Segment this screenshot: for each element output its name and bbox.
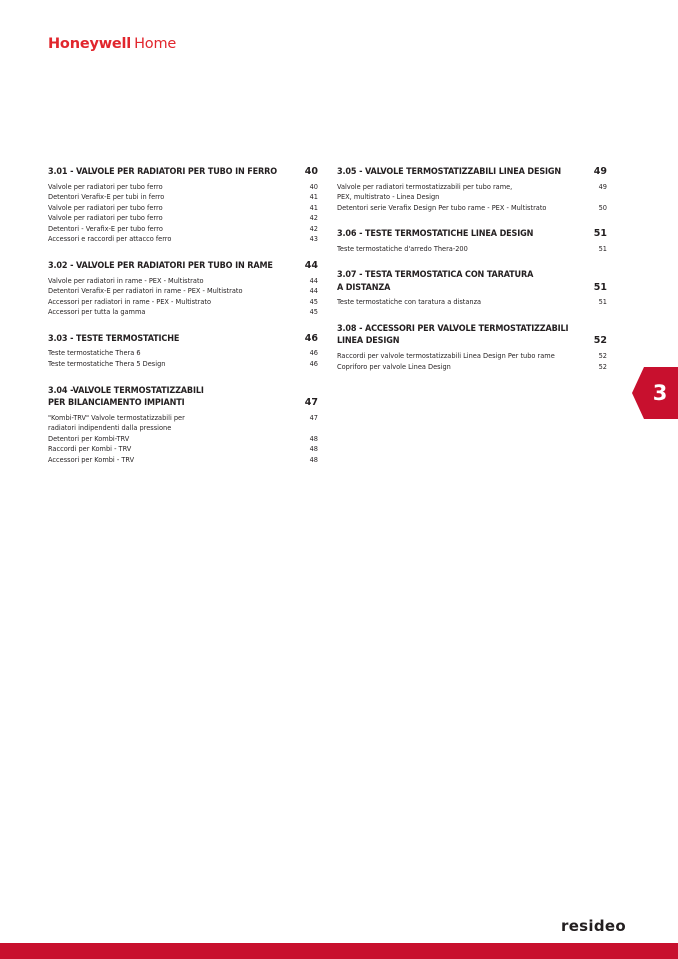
chapter-tab[interactable] (632, 367, 678, 419)
toc-entry[interactable] (48, 213, 318, 224)
footer-bar (0, 943, 678, 959)
entry-label: Valvole per radiatori per tubo ferro (48, 203, 163, 212)
toc-section (337, 228, 607, 254)
toc-entry[interactable] (337, 351, 607, 362)
toc-entry[interactable] (337, 362, 607, 373)
section-entries (48, 182, 318, 246)
entry-page-number: 45 (309, 308, 318, 317)
section-title: 3.02 - VALVOLE PER RADIATORI PER TUBO IN RAME (48, 260, 273, 272)
section-entries (337, 182, 607, 214)
section-heading[interactable] (48, 166, 318, 179)
chapter-number: 3 (652, 381, 668, 405)
section-title: 3.05 - VALVOLE TERMOSTATIZZABILI LINEA DESIGN (337, 166, 562, 177)
section-page-number: 51 (593, 281, 607, 293)
section-title: 3.07 - TESTA TERMOSTATICA CON TARATURA A DISTANZA (337, 269, 534, 293)
entry-page-number: 49 (598, 182, 607, 191)
section-page-number: 44 (304, 260, 318, 272)
entry-label: Valvole per radiatori per tubo ferro (48, 182, 163, 191)
entry-label: Raccordi per Kombi - TRV (48, 445, 132, 454)
toc-entry[interactable] (48, 224, 318, 235)
resideo-logo: resideo (561, 917, 626, 935)
section-heading[interactable] (48, 260, 318, 273)
toc-entry[interactable] (48, 182, 318, 193)
entry-page-number: 48 (309, 456, 318, 464)
entry-page-number: 41 (309, 203, 318, 212)
toc-entry[interactable] (48, 297, 318, 308)
toc-entry[interactable] (337, 244, 607, 255)
section-entries (48, 413, 318, 466)
section-entries (337, 297, 607, 308)
section-title: 3.06 - TESTE TERMOSTATICHE LINEA DESIGN (337, 228, 534, 240)
entry-page-number: 50 (598, 203, 607, 212)
toc-entry[interactable] (337, 182, 607, 203)
entry-label: Detentori - Verafix-E per tubo ferro (48, 224, 163, 233)
section-entries (48, 348, 318, 369)
toc-entry[interactable] (337, 297, 607, 308)
entry-label: Detentori Verafix-E per tubi in ferro (48, 193, 165, 202)
section-title: 3.04 -VALVOLE TERMOSTATIZZABILI PER BILANCIAMENTO IMPIANTI (48, 384, 204, 409)
section-page-number: 49 (593, 166, 607, 177)
section-heading[interactable] (48, 333, 318, 346)
toc-entry[interactable] (48, 192, 318, 203)
section-heading[interactable] (337, 269, 607, 294)
section-entries (337, 244, 607, 255)
toc-column-right (337, 166, 607, 387)
toc-entry[interactable] (48, 203, 318, 214)
entry-page-number: 46 (309, 360, 318, 369)
entry-label: Accessori per Kombi - TRV (48, 456, 135, 464)
entry-page-number: 47 (309, 413, 318, 422)
toc-column-left (48, 166, 318, 481)
entry-page-number: 42 (309, 224, 318, 233)
entry-label: Detentori per Kombi-TRV (48, 434, 130, 443)
toc-entry[interactable] (48, 455, 318, 466)
entry-label: Valvole per radiatori in rame - PEX - Multistrato (48, 276, 204, 285)
entry-page-number: 41 (309, 193, 318, 202)
section-entries (337, 351, 607, 372)
entry-page-number: 42 (309, 214, 318, 223)
toc-section (48, 333, 318, 370)
section-heading[interactable] (337, 323, 607, 348)
entry-label: Detentori serie Verafix Design Per tubo rame - PEX - Multistrato (337, 203, 547, 212)
entry-label: Raccordi per valvole termostatizzabili Linea Design Per tubo rame (337, 351, 555, 360)
brand-name-regular: Home (134, 36, 177, 52)
toc-entry[interactable] (48, 444, 318, 455)
entry-label: Teste termostatiche Thera 5 Design (48, 360, 166, 369)
toc-entry[interactable] (48, 286, 318, 297)
entry-page-number: 43 (309, 235, 318, 244)
entry-label: Accessori per radiatori in rame - PEX - Multistrato (48, 297, 212, 306)
entry-page-number: 44 (309, 276, 318, 285)
section-heading[interactable] (337, 228, 607, 241)
toc-section (337, 166, 607, 213)
section-heading[interactable] (337, 166, 607, 179)
section-entries (48, 276, 318, 318)
entry-label: Valvole per radiatori termostatizzabili per tubo rame, PEX, multistrato - Linea Design (337, 182, 513, 202)
toc-section (337, 269, 607, 308)
toc-entry[interactable] (48, 234, 318, 245)
section-title: 3.03 - TESTE TERMOSTATICHE (48, 332, 180, 344)
entry-page-number: 51 (598, 298, 607, 307)
toc-section (48, 260, 318, 318)
entry-page-number: 51 (598, 244, 607, 253)
entry-page-number: 52 (598, 362, 607, 371)
entry-label: Detentori Verafix-E per radiatori in rame - PEX - Multistrato (48, 287, 243, 296)
entry-page-number: 52 (598, 351, 607, 360)
toc-section (337, 323, 607, 372)
toc-entry[interactable] (48, 276, 318, 287)
entry-page-number: 40 (309, 182, 318, 191)
section-page-number: 40 (304, 166, 318, 177)
entry-label: Copriforo per valvole Linea Design (337, 362, 451, 371)
toc-section (48, 385, 318, 466)
toc-entry[interactable] (48, 413, 318, 434)
toc-entry[interactable] (48, 434, 318, 445)
entry-page-number: 48 (309, 445, 318, 454)
entry-label: Teste termostatiche con taratura a distanza (337, 298, 482, 307)
entry-label: Teste termostatiche d'arredo Thera-200 (337, 244, 468, 253)
entry-label: Accessori per tutta la gamma (48, 308, 146, 317)
brand-name-bold: Honeywell (48, 36, 132, 52)
entry-label: "Kombi-TRV" Valvole termostatizzabili per radiatori indipendenti dalla pressione (48, 413, 185, 433)
entry-page-number: 46 (309, 349, 318, 358)
entry-label: Accessori e raccordi per attacco ferro (48, 235, 172, 244)
entry-page-number: 44 (309, 287, 318, 296)
section-page-number: 46 (304, 332, 318, 344)
toc-entry[interactable] (337, 203, 607, 214)
entry-page-number: 48 (309, 434, 318, 443)
entry-label: Valvole per radiatori per tubo ferro (48, 214, 163, 223)
toc-section (48, 166, 318, 245)
section-page-number: 51 (593, 228, 607, 240)
entry-label: Teste termostatiche Thera 6 (48, 349, 141, 358)
toc-entry[interactable] (48, 348, 318, 359)
honeywell-home-logo (48, 36, 176, 52)
section-heading[interactable] (48, 385, 318, 410)
toc-entry[interactable] (48, 307, 318, 318)
section-page-number: 47 (304, 397, 318, 409)
section-title: 3.01 - VALVOLE PER RADIATORI PER TUBO IN FERRO (48, 166, 277, 177)
section-title: 3.08 - ACCESSORI PER VALVOLE TERMOSTATIZZABILI LINEA DESIGN (337, 322, 569, 347)
toc-entry[interactable] (48, 359, 318, 370)
section-page-number: 52 (593, 335, 607, 347)
entry-page-number: 45 (309, 297, 318, 306)
